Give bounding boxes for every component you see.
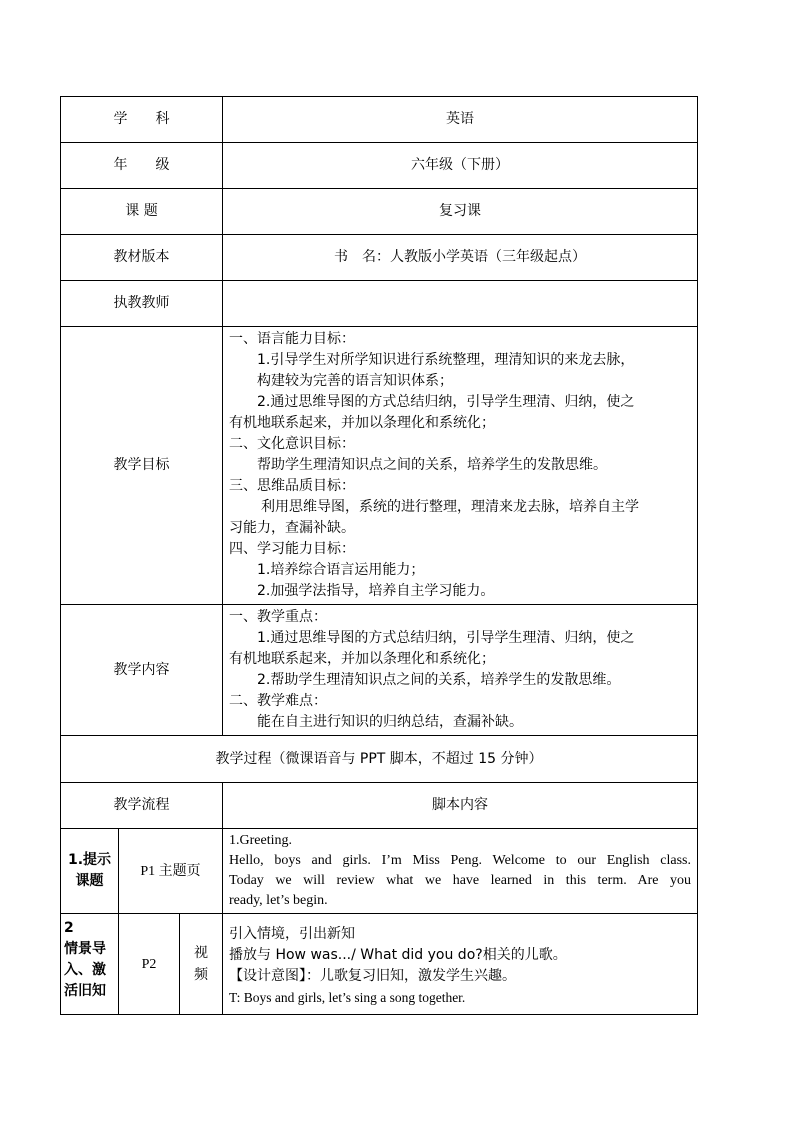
content-line: 能在自主进行知识的归纳总结，查漏补缺。 <box>257 714 523 730</box>
objectives-line: 三、思维品质目标： <box>229 478 355 494</box>
process-header-row <box>61 783 698 829</box>
content-line: 二、教学难点： <box>229 693 327 709</box>
teacher-label: 执教教师 <box>61 281 223 327</box>
subject-label: 学 科 <box>61 97 223 143</box>
process-title-row <box>61 736 698 783</box>
objectives-row <box>61 327 698 605</box>
step-row-2 <box>61 914 698 1015</box>
textbook-label: 教材版本 <box>61 235 223 281</box>
step-title <box>61 914 119 1015</box>
objectives-line: 利用思维导图，系统的进行整理，理清来龙去脉，培养自主学 <box>261 499 639 515</box>
objectives-line: 1.培养综合语言运用能力； <box>257 562 425 578</box>
textbook-row <box>61 235 698 281</box>
content-line: 2.帮助学生理清知识点之间的关系，培养学生的发散思维。 <box>257 672 621 688</box>
step-number: 2 <box>64 920 74 936</box>
script-line: T: Boys and girls, let’s sing a song together. <box>229 990 466 1005</box>
script-line: Today we will review what we have learned in this term. Are you <box>229 873 691 888</box>
step-row-1 <box>61 829 698 914</box>
objectives-line: 帮助学生理清知识点之间的关系，培养学生的发散思维。 <box>257 457 607 473</box>
subject-row <box>61 97 698 143</box>
objectives-line: 四、学习能力目标： <box>229 541 355 557</box>
script-line: 1.Greeting. <box>229 833 292 848</box>
teacher-value <box>223 281 698 327</box>
step-media: 视频 <box>180 914 223 1015</box>
content-line: 有机地联系起来，并加以条理化和系统化； <box>229 651 495 667</box>
topic-label: 课 题 <box>61 189 223 235</box>
objectives-label: 教学目标 <box>61 327 223 605</box>
objectives-line: 有机地联系起来，并加以条理化和系统化； <box>229 415 495 431</box>
step-page: P2 <box>119 914 180 1015</box>
objectives-line: 一、语言能力目标： <box>229 331 355 347</box>
step-title: 1.提示课题 <box>61 829 119 914</box>
grade-row <box>61 143 698 189</box>
grade-value: 六年级（下册） <box>223 143 698 189</box>
script-line: ready, let’s begin. <box>229 893 328 908</box>
flow-header: 教学流程 <box>61 783 223 829</box>
script-line: 引入情境，引出新知 <box>229 926 355 942</box>
grade-label: 年 级 <box>61 143 223 189</box>
script-line: 播放与 How was.../ What did you do?相关的儿歌。 <box>229 947 567 963</box>
objectives-line: 构建较为完善的语言知识体系； <box>257 373 453 389</box>
step-page: P1 主题页 <box>119 829 223 914</box>
step-script <box>223 914 698 1015</box>
topic-row <box>61 189 698 235</box>
textbook-value: 书 名：人教版小学英语（三年级起点） <box>223 235 698 281</box>
objectives-line: 二、文化意识目标： <box>229 436 355 452</box>
content-line: 一、教学重点： <box>229 609 327 625</box>
script-line: Hello, boys and girls. I’m Miss Peng. Welcome to our English class. <box>229 853 691 868</box>
step-name: 情景导入、激活旧知 <box>64 941 106 999</box>
teacher-row <box>61 281 698 327</box>
content-line: 1.通过思维导图的方式总结归纳，引导学生理清、归纳，使之 <box>257 630 635 646</box>
lesson-plan-table <box>60 96 698 1015</box>
topic-value: 复习课 <box>223 189 698 235</box>
objectives-line: 2.通过思维导图的方式总结归纳，引导学生理清、归纳，使之 <box>257 394 635 410</box>
step-script <box>223 829 698 914</box>
objectives-line: 习能力，查漏补缺。 <box>229 520 355 536</box>
objectives-line: 1.引导学生对所学知识进行系统整理，理清知识的来龙去脉， <box>257 352 635 368</box>
content-label: 教学内容 <box>61 605 223 736</box>
script-header: 脚本内容 <box>223 783 698 829</box>
subject-value: 英语 <box>223 97 698 143</box>
objectives-line: 2.加强学法指导，培养自主学习能力。 <box>257 583 495 599</box>
process-title: 教学过程（微课语音与 PPT 脚本，不超过 15 分钟） <box>61 736 698 783</box>
content-content <box>223 605 698 736</box>
content-row <box>61 605 698 736</box>
script-line: 【设计意图】：儿歌复习旧知，激发学生兴趣。 <box>229 968 516 984</box>
objectives-content <box>223 327 698 605</box>
